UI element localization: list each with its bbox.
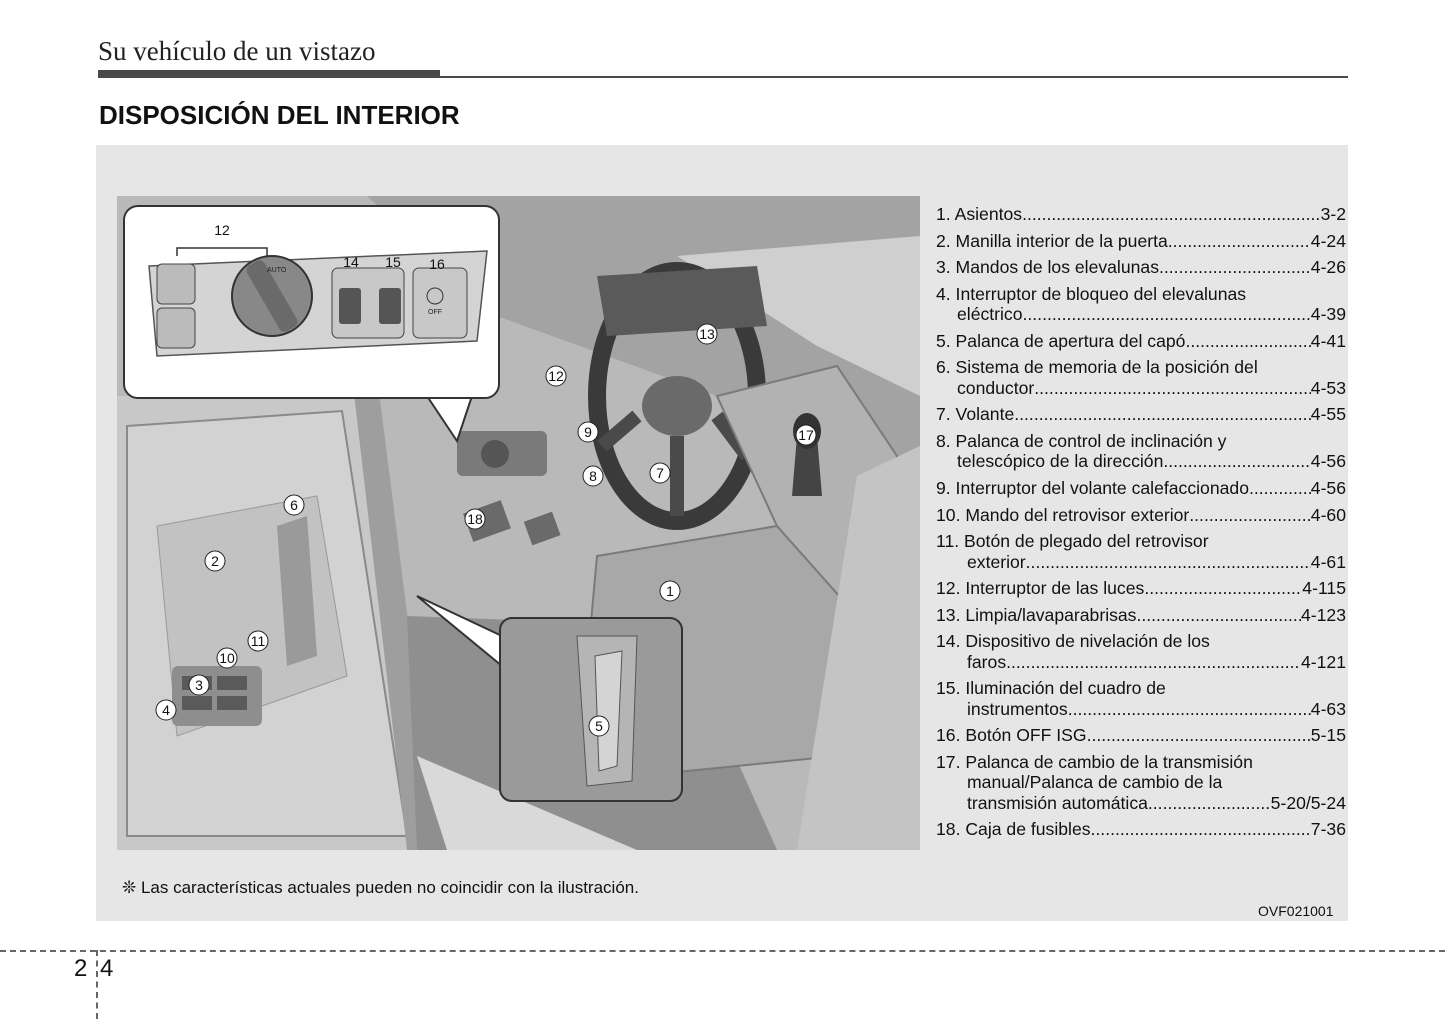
- legend-item-line: [936, 231, 1346, 251]
- legend-item-continuation: manual/Palanca de cambio de la: [967, 772, 1223, 793]
- interior-illustration: [117, 196, 920, 850]
- legend-item-label: 16. Botón OFF ISG: [936, 725, 1087, 746]
- legend-item: [936, 505, 1346, 525]
- legend-item: [936, 752, 1346, 813]
- legend-item-label: 15. Iluminación del cuadro de: [936, 678, 1166, 699]
- legend-item-line: [936, 531, 1346, 551]
- auto-label: AUTO: [267, 267, 287, 274]
- legend-item-line: [936, 652, 1346, 672]
- legend-item-page: 4-53: [1310, 377, 1346, 398]
- legend-item-line: [936, 678, 1346, 698]
- leader-dots: [1091, 819, 1311, 839]
- callout-9: 9: [584, 424, 592, 440]
- legend-item-label: 13. Limpia/lavaparabrisas: [936, 604, 1137, 625]
- legend-item-continuation: conductor: [957, 377, 1035, 398]
- legend-item-line: [936, 699, 1346, 719]
- footer-dashed-divider: [96, 950, 98, 1019]
- legend-item-continuation: exterior: [967, 551, 1026, 572]
- legend-item-label: 1. Asientos: [936, 204, 1023, 224]
- legend-item-page: 4-115: [1302, 578, 1346, 599]
- legend-item: [936, 257, 1346, 277]
- legend-item: [936, 725, 1346, 745]
- section-number: 2: [74, 955, 88, 982]
- legend-item-line: [936, 793, 1346, 813]
- legend-item-page: 4-55: [1310, 404, 1346, 425]
- legend-item-page: 4-56: [1310, 477, 1346, 498]
- legend-item-line: [936, 578, 1346, 598]
- leader-dots: [1023, 304, 1311, 324]
- callout-1: 1: [666, 583, 674, 599]
- legend-item: [936, 284, 1346, 325]
- legend-item-page: 5-20/5-24: [1270, 792, 1346, 813]
- legend-item: [936, 231, 1346, 251]
- leader-dots: [1189, 505, 1311, 525]
- legend-item-continuation: faros: [967, 651, 1007, 672]
- leader-dots: [1148, 793, 1271, 813]
- legend-item: [936, 331, 1346, 351]
- legend-item: [936, 531, 1346, 572]
- legend-item: [936, 404, 1346, 424]
- legend-item-continuation: instrumentos: [967, 698, 1068, 719]
- legend-item-label: 18. Caja de fusibles: [936, 819, 1091, 840]
- legend-item-label: 9. Interruptor del volante calefaccionado: [936, 477, 1249, 498]
- legend-item-line: [936, 752, 1346, 772]
- legend-item-page: 4-123: [1301, 604, 1346, 625]
- legend-item-page: 4-60: [1310, 504, 1346, 525]
- illustration-disclaimer: ❊ Las características actuales pueden no coincidir con la ilustración.: [122, 878, 639, 897]
- legend-item-page: 4-26: [1310, 257, 1346, 278]
- callout-6: 6: [290, 497, 298, 513]
- legend-item-page: 5-15: [1310, 725, 1346, 746]
- legend-item-line: [936, 819, 1346, 839]
- leader-dots: [1014, 404, 1311, 424]
- legend-item-line: [936, 772, 1346, 792]
- callout-12: 12: [548, 368, 564, 384]
- legend-item-label: 5. Palanca de apertura del capó: [936, 330, 1186, 351]
- legend-item: [936, 605, 1346, 625]
- callout-17: 17: [798, 427, 814, 443]
- legend-item-line: [936, 204, 1346, 224]
- legend-item-line: [936, 378, 1346, 398]
- legend-item-label: 3. Mandos de los elevalunas: [936, 257, 1159, 278]
- leader-dots: [1034, 378, 1311, 398]
- legend-item-label: 17. Palanca de cambio de la transmisión: [936, 751, 1253, 772]
- page-number: 4: [100, 955, 114, 982]
- legend-item-page: 4-63: [1310, 698, 1346, 719]
- legend-item: [936, 478, 1346, 498]
- legend-item-label: 10. Mando del retrovisor exterior: [936, 504, 1190, 525]
- legend-item-label: 11. Botón de plegado del retrovisor: [936, 531, 1209, 552]
- legend-item: [936, 678, 1346, 719]
- legend-item-label: 7. Volante: [936, 404, 1015, 425]
- image-code: OVF021001: [1258, 903, 1334, 919]
- leader-dots: [1026, 552, 1311, 572]
- legend-item-label: 4. Interruptor de bloqueo del elevalunas: [936, 283, 1247, 304]
- callout-3: 3: [195, 677, 203, 693]
- legend-item-line: [936, 257, 1346, 277]
- header-rule-thin: [440, 76, 1348, 78]
- inset-callout-16: 16: [429, 256, 445, 272]
- isg-off-label: OFF: [428, 309, 442, 316]
- legend-item-continuation: telescópico de la dirección: [957, 451, 1164, 472]
- legend-item-line: [936, 331, 1346, 351]
- callout-7: 7: [656, 465, 664, 481]
- callout-4: 4: [162, 702, 170, 718]
- legend-item-line: [936, 304, 1346, 324]
- legend-item-page: 7-36: [1310, 819, 1346, 840]
- legend-item: [936, 431, 1346, 472]
- section-title: DISPOSICIÓN DEL INTERIOR: [99, 100, 460, 130]
- callout-13: 13: [699, 326, 715, 342]
- interior-drawing: [117, 196, 920, 850]
- leader-dots: [1163, 451, 1310, 471]
- legend-item: [936, 357, 1346, 398]
- leader-dots: [1022, 204, 1320, 224]
- legend-item-line: [936, 284, 1346, 304]
- legend-item-label: 8. Palanca de control de inclinación y: [936, 430, 1227, 451]
- legend-item: [936, 204, 1346, 224]
- legend-item-line: [936, 605, 1346, 625]
- legend-item-label: 14. Dispositivo de nivelación de los: [936, 631, 1210, 652]
- inset-callout-14: 14: [343, 254, 359, 270]
- leader-dots: [1185, 331, 1310, 351]
- inset-callout-15: 15: [385, 254, 401, 270]
- header-rule-thick: [98, 70, 440, 78]
- legend-item-label: 6. Sistema de memoria de la posición del: [936, 357, 1258, 378]
- leader-dots: [1087, 725, 1311, 745]
- running-header: Su vehículo de un vistazo: [98, 36, 376, 66]
- legend-item-page: 4-121: [1301, 651, 1346, 672]
- callout-2: 2: [211, 553, 219, 569]
- legend-item-line: [936, 631, 1346, 651]
- legend-item-label: 2. Manilla interior de la puerta: [936, 230, 1168, 251]
- legend-item-line: [936, 505, 1346, 525]
- leader-dots: [1159, 257, 1311, 277]
- callout-8: 8: [589, 468, 597, 484]
- legend-item-page: 4-41: [1310, 330, 1346, 351]
- leader-dots: [1144, 578, 1302, 598]
- legend-item-page: 4-24: [1310, 230, 1346, 251]
- legend-item-page: 4-61: [1310, 551, 1346, 572]
- leader-dots: [1068, 699, 1311, 719]
- legend-item: [936, 578, 1346, 598]
- legend-item-label: 12. Interruptor de las luces: [936, 578, 1145, 599]
- legend-item: [936, 819, 1346, 839]
- leader-dots: [1168, 231, 1311, 251]
- legend-item-line: [936, 552, 1346, 572]
- legend-item-line: [936, 431, 1346, 451]
- leader-dots: [1136, 605, 1301, 625]
- callout-18: 18: [467, 511, 483, 527]
- legend-item-page: 3-2: [1320, 204, 1346, 224]
- component-legend: [936, 204, 1346, 846]
- legend-item-page: 4-56: [1310, 451, 1346, 472]
- leader-dots: [1249, 478, 1311, 498]
- callout-5: 5: [595, 718, 603, 734]
- legend-item-line: [936, 404, 1346, 424]
- legend-item-continuation: eléctrico: [957, 304, 1023, 325]
- legend-item-line: [936, 357, 1346, 377]
- legend-item-line: [936, 725, 1346, 745]
- legend-item: [936, 631, 1346, 672]
- legend-item-line: [936, 478, 1346, 498]
- callout-11: 11: [250, 633, 266, 649]
- leader-dots: [1006, 652, 1301, 672]
- inset-callout-12: 12: [214, 222, 230, 238]
- legend-item-line: [936, 451, 1346, 471]
- legend-item-continuation: transmisión automática: [967, 792, 1148, 813]
- callout-10: 10: [219, 650, 235, 666]
- footer-dashed-rule: [0, 950, 1445, 952]
- legend-item-page: 4-39: [1310, 304, 1346, 325]
